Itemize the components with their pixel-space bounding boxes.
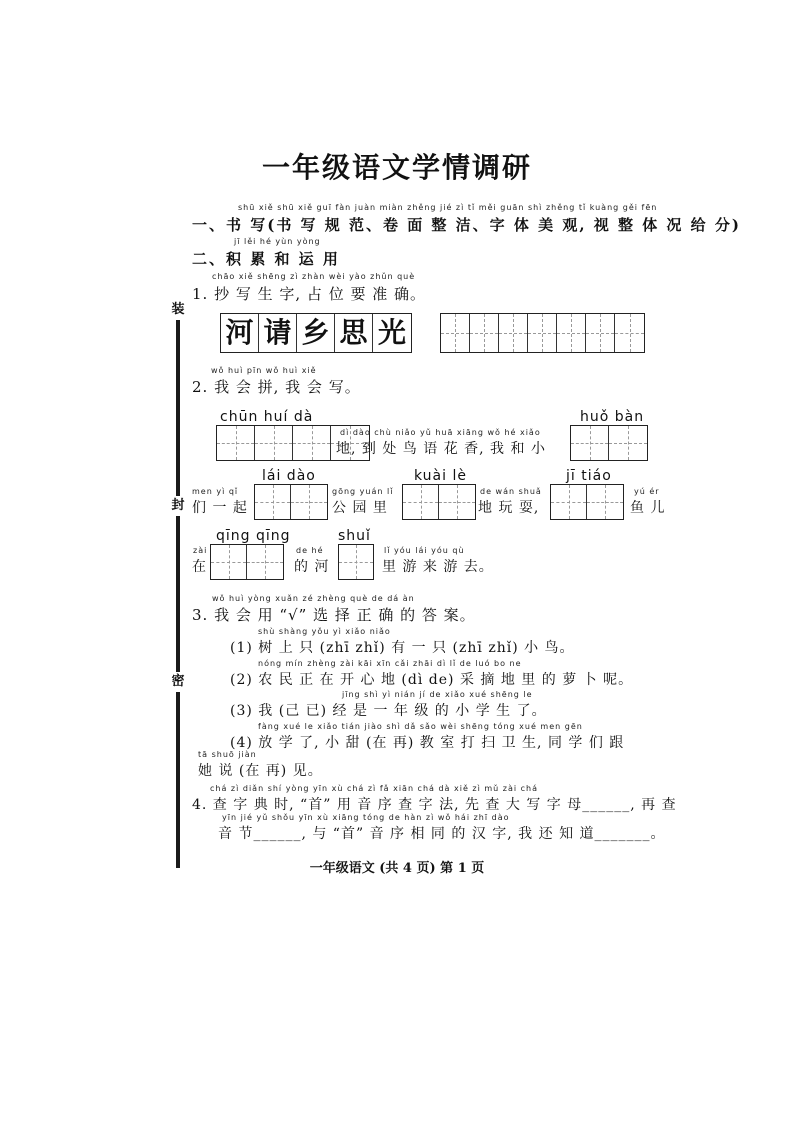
q2-line3b-pinyin: de hé: [296, 546, 324, 555]
q2-line3c-pinyin: lǐ yóu lái yóu qù: [384, 546, 465, 555]
q2-line2d-pinyin: yú ér: [634, 487, 660, 496]
q2-pinyin: wǒ huì pīn wǒ huì xiě: [211, 366, 317, 375]
q2-line2b-pinyin: gōng yuán lǐ: [332, 487, 394, 496]
q3-item4-pinyin: fàng xué le xiǎo tián jiào shì dǎ sǎo wèi shēng tóng xué men gēn: [258, 722, 583, 731]
q3-item4[interactable]: (4) 放 学 了, 小 甜 (在 再) 教 室 打 扫 卫 生, 同 学 们 跟: [230, 735, 625, 751]
q2-line3c-text: 里 游 来 游 去。: [382, 559, 494, 575]
q3-item3-pinyin: jīng shì yì nián jí de xiǎo xué shēng le: [342, 690, 533, 699]
q2-line3a-text: 在: [192, 559, 207, 575]
sample-char: 光: [377, 316, 406, 349]
q2-line3b-text: 的 河: [294, 559, 330, 575]
margin-mark-mi: 密: [170, 672, 186, 692]
q2-box5-pinyin: jī tiáo: [566, 468, 612, 484]
q2-line2a-text: 们 一 起: [192, 500, 248, 516]
q2-answer-box3[interactable]: [254, 484, 328, 520]
q2-box1-pinyin: chūn huí dà: [220, 409, 314, 425]
q4-line1-pinyin: chá zì diǎn shí yòng yīn xù chá zì fǎ xiān chá dà xiě zì mǔ zài chá: [210, 784, 539, 793]
q2-answer-box5[interactable]: [550, 484, 624, 520]
q1-pinyin: chāo xiě shēng zì zhàn wèi yào zhǔn què: [212, 272, 416, 281]
q2-answer-box4[interactable]: [402, 484, 476, 520]
q4-line2[interactable]: 音 节______, 与 “首” 音 序 相 同 的 汉 字, 我 还 知 道_______。: [218, 826, 666, 842]
sample-char: 河: [221, 314, 259, 352]
q3-pinyin: wǒ huì yòng xuǎn zé zhèng què de dá àn: [212, 594, 415, 603]
q2-line2d-text: 鱼 儿: [630, 500, 666, 516]
page-title: 一年级语文学情调研: [261, 151, 532, 184]
section1-heading: 一、书 写(书 写 规 范、卷 面 整 洁、字 体 美 观, 视 整 体 况 给 分): [192, 216, 741, 234]
margin-mark-zhuang: 装: [170, 300, 186, 320]
q2-line3a-pinyin: zài: [193, 546, 208, 555]
q2-line1-text: 地, 到 处 鸟 语 花 香, 我 和 小: [336, 441, 546, 457]
margin-mark-feng: 封: [170, 496, 186, 516]
q2-answer-box2[interactable]: [570, 425, 648, 461]
q2-answer-box6[interactable]: [210, 544, 284, 580]
section1-pinyin: shū xiě shū xiě guī fàn juàn miàn zhěng jié zì tǐ měi guān shì zhěng tǐ kuàng gěi fēn: [238, 203, 658, 212]
q2-line2c-pinyin: de wán shuǎ: [480, 487, 542, 496]
sample-char: 乡: [297, 314, 335, 352]
q1-text: 1. 抄 写 生 字, 占 位 要 准 确。: [192, 285, 426, 303]
q3-item5-pinyin: tā shuō jiàn: [198, 750, 257, 759]
section2-pinyin: jī lěi hé yùn yòng: [234, 237, 321, 246]
q3-item2-pinyin: nóng mín zhèng zài kāi xīn cǎi zhāi dì lǐ de luó bo ne: [258, 659, 522, 668]
sample-char: 请: [259, 314, 297, 352]
q2-box2-pinyin: huǒ bàn: [580, 409, 645, 425]
binding-line: [176, 300, 180, 868]
q3-item5[interactable]: 她 说 (在 再) 见。: [198, 763, 323, 779]
sample-char: 思: [335, 314, 373, 352]
q2-line2c-text: 地 玩 耍,: [478, 500, 540, 516]
q2-line2a-pinyin: men yì qǐ: [192, 487, 239, 496]
q2-text: 2. 我 会 拼, 我 会 写。: [192, 378, 361, 396]
section2-heading: 二、积 累 和 运 用: [192, 250, 340, 268]
q2-answer-box7[interactable]: [338, 544, 374, 580]
q3-item3[interactable]: (3) 我 (己 已) 经 是 一 年 级 的 小 学 生 了。: [230, 703, 547, 719]
q3-item2[interactable]: (2) 农 民 正 在 开 心 地 (dì de) 采 摘 地 里 的 萝 卜 呢。: [230, 672, 634, 688]
q4-line1[interactable]: 4. 查 字 典 时, “首” 用 音 序 查 字 法, 先 查 大 写 字 母______, 再 查: [192, 797, 677, 813]
q1-practice-grid[interactable]: [440, 313, 645, 353]
q2-box3-pinyin: lái dào: [262, 468, 316, 484]
q1-sample-grid: [220, 313, 412, 353]
page-footer: 一年级语文 (共 4 页) 第 1 页: [309, 861, 485, 876]
q2-box7-pinyin: shuǐ: [338, 528, 371, 544]
q2-line2b-text: 公 园 里: [332, 500, 388, 516]
q3-item1-pinyin: shù shàng yǒu yì xiǎo niǎo: [258, 627, 391, 636]
q2-box6-pinyin: qīng qīng: [216, 528, 291, 544]
q3-item1[interactable]: (1) 树 上 只 (zhī zhǐ) 有 一 只 (zhī zhǐ) 小 鸟。: [230, 640, 575, 656]
q2-box4-pinyin: kuài lè: [414, 468, 467, 484]
q2-line1-pinyin: dì dào chù niǎo yǔ huā xiāng wǒ hé xiǎo: [340, 428, 541, 437]
q4-line2-pinyin: yīn jié yǔ shǒu yīn xù xiāng tóng de hàn zì wǒ hái zhī dào: [222, 813, 510, 822]
q3-text: 3. 我 会 用 “√” 选 择 正 确 的 答 案。: [192, 606, 476, 624]
